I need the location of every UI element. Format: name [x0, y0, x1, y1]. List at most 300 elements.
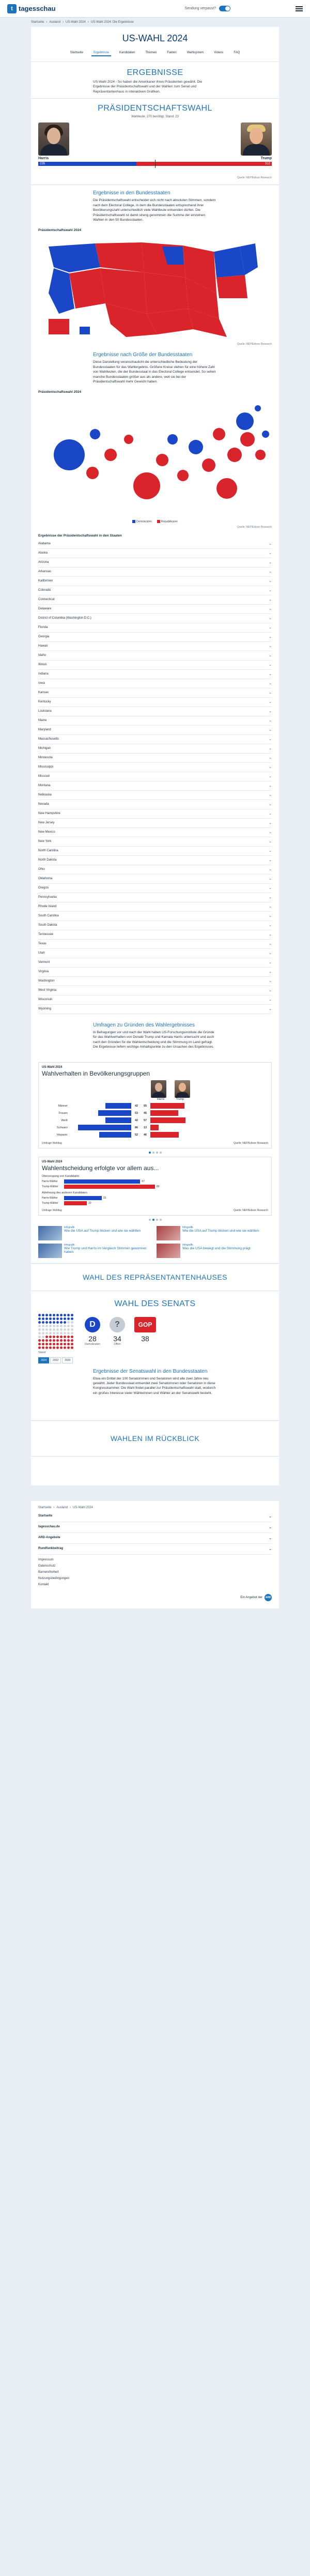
- motivation-value: 80: [157, 1185, 160, 1188]
- chevron-down-icon: ⌄: [269, 821, 272, 825]
- footer-accordion-item[interactable]: [38, 1533, 272, 1544]
- presidential-result: [31, 118, 279, 175]
- teaser-image: [157, 1244, 180, 1258]
- subnav-tab[interactable]: Startseite: [70, 51, 83, 54]
- bubble-source: Quelle: NEP/Edison Research: [237, 525, 272, 529]
- motivation-value: 20: [88, 1201, 91, 1205]
- bubble-florida: [216, 478, 237, 499]
- chevron-down-icon: ⌄: [269, 803, 272, 807]
- survey-heading: Umfragen zu Gründen des Wahlergebnisses: [93, 1022, 195, 1028]
- harris-share-bar-wrap: [69, 1132, 131, 1138]
- footer-row-label: Startseite: [38, 1514, 53, 1518]
- bubble-new-york: [236, 412, 254, 430]
- state-accordion-item[interactable]: [38, 921, 272, 930]
- senate-seat: [56, 1317, 59, 1320]
- harris-share-bar: [78, 1125, 131, 1130]
- footer-link[interactable]: Impressum: [38, 1558, 54, 1562]
- chevron-down-icon: ⌄: [269, 961, 272, 965]
- subnav-tab[interactable]: Themen: [145, 51, 157, 54]
- state-accordion-item[interactable]: [38, 893, 272, 902]
- survey-text: In Befragungen vor und nach der Wahl haben US-Forschungsinstitute die Gründe für das Wahlverhalten von Donald Trump und Kamala Harris untersucht und auch nach den Gründen für die Wahlentscheidung und die Stimmung im Land gefragt. Die Ergebnisse liefern wichtige Anhaltspunkte zu den Ursachen des Ergebnisses.: [93, 1030, 214, 1049]
- trump-share-value: 55: [143, 1104, 147, 1108]
- state-accordion-item[interactable]: [38, 595, 272, 605]
- footer-link[interactable]: Datenschutz: [38, 1565, 56, 1568]
- senate-seat: [45, 1317, 48, 1320]
- state-accordion-item[interactable]: [38, 968, 272, 977]
- chevron-down-icon: ⌄: [269, 626, 272, 630]
- motivation-value: 67: [142, 1179, 145, 1183]
- state-name: Virginia: [38, 970, 49, 974]
- motivation-footer: [42, 1209, 268, 1212]
- state-accordion-item[interactable]: [38, 800, 272, 809]
- bubble-texas: [133, 472, 160, 499]
- footer-link[interactable]: Barrierefreiheit: [38, 1571, 59, 1574]
- us-map-svg: [38, 236, 272, 340]
- senate-seat: [49, 1321, 52, 1324]
- senate-seat: [49, 1314, 52, 1316]
- breadcrumb-item[interactable]: US-Wahl 2024: [66, 21, 86, 24]
- logo-text: tagesschau: [19, 5, 56, 12]
- democrat-icon: D: [85, 1317, 100, 1332]
- senate-seat: [38, 1321, 41, 1324]
- footer-breadcrumb-item[interactable]: Ausland: [56, 1506, 68, 1510]
- senate-seat: [60, 1346, 63, 1349]
- map-state-midwest-south: [144, 272, 188, 314]
- state-accordion-item[interactable]: [38, 633, 272, 642]
- senate-seat: [49, 1343, 52, 1345]
- footer-link[interactable]: Nutzungsbedingungen: [38, 1577, 70, 1581]
- breadcrumb-item[interactable]: Startseite: [31, 21, 44, 24]
- senate-body: [38, 1314, 272, 1349]
- footer-links: [38, 1555, 272, 1590]
- state-accordion-item[interactable]: [38, 670, 272, 679]
- subnav-tab[interactable]: FAQ: [234, 51, 240, 54]
- senate-seat: [53, 1325, 55, 1327]
- chevron-down-icon: ⌄: [269, 682, 272, 686]
- senate-seat: [71, 1325, 73, 1327]
- chevron-down-icon: ⌄: [269, 784, 272, 788]
- state-accordion-item[interactable]: [38, 605, 272, 614]
- state-accordion-item[interactable]: [38, 884, 272, 893]
- breadcrumb-item[interactable]: Ausland: [49, 21, 61, 24]
- bubble-illinois: [189, 440, 203, 454]
- state-accordion-item[interactable]: [38, 763, 272, 772]
- motivation-group-2: Ablehnung des anderen Kandidaten: [42, 1191, 87, 1194]
- footer-row-label: Rundfunkbeitrag: [38, 1547, 63, 1551]
- states-accordion: [31, 540, 279, 1014]
- senate-rep-count: 38: [141, 1334, 149, 1343]
- state-accordion-item[interactable]: [38, 828, 272, 837]
- footer-breadcrumb-item[interactable]: US-Wahl 2024: [73, 1506, 93, 1510]
- state-name: Pennsylvania: [38, 896, 57, 899]
- states-list-title: Ergebnisse der Präsidentschaftswahl in den Staaten: [38, 533, 122, 538]
- chevron-down-icon: ⌄: [269, 561, 272, 565]
- senate-seat: [56, 1321, 59, 1324]
- senate-seat-grid: [38, 1314, 73, 1349]
- teaser-image: [38, 1244, 62, 1258]
- harris-share-value: 52: [134, 1133, 138, 1137]
- senate-seat: [60, 1328, 63, 1331]
- harris-name: Harris: [38, 157, 49, 161]
- page-title: US-WAHL 2024: [122, 33, 188, 43]
- state-name: Oregon: [38, 886, 49, 890]
- senate-seat: [64, 1346, 66, 1349]
- menu-icon[interactable]: [296, 6, 303, 11]
- chevron-down-icon: ⌄: [269, 1007, 272, 1011]
- senate-seat: [60, 1325, 63, 1327]
- chevron-down-icon: ⌄: [269, 589, 272, 593]
- senate-seat: [42, 1321, 44, 1324]
- demographic-label: Weiß: [61, 1118, 68, 1122]
- senate-seat: [38, 1343, 41, 1345]
- state-name: Mississippi: [38, 765, 54, 769]
- chevron-down-icon: ⌄: [269, 765, 272, 770]
- motivation-row: [42, 1195, 268, 1201]
- state-accordion-item[interactable]: [38, 679, 272, 688]
- state-accordion-item[interactable]: [38, 744, 272, 754]
- top-bar: [0, 0, 310, 18]
- map-state-northeast: [214, 247, 245, 278]
- map-state-mid-atlantic: [216, 275, 247, 298]
- house-title[interactable]: WAHL DES REPRÄSENTANTENHAUSES: [31, 1263, 279, 1291]
- senate-seat: [53, 1332, 55, 1335]
- senate-seat: [38, 1317, 41, 1320]
- motivation-rows-1: [42, 1179, 268, 1189]
- teaser-title: Wie die USA auf Trump blicken und wie sie wählten: [64, 1229, 141, 1233]
- senate-seat: [60, 1343, 63, 1345]
- senate-seat: [64, 1343, 66, 1345]
- senate-seat: [38, 1336, 41, 1338]
- state-accordion-item[interactable]: [38, 977, 272, 986]
- chevron-down-icon: ⌄: [269, 579, 272, 584]
- footer-accordion-item[interactable]: [38, 1544, 272, 1555]
- infographic-teaser[interactable]: [38, 1226, 153, 1240]
- chevron-down-icon: ⌄: [269, 691, 272, 695]
- map-heading: Ergebnisse in den Bundesstaaten: [93, 190, 171, 196]
- missed-broadcast-label: Sendung verpasst?: [184, 7, 216, 10]
- state-name: Hawaii: [38, 645, 48, 648]
- senate-seat: [53, 1317, 55, 1320]
- logo-mark-icon: t: [7, 4, 17, 13]
- senate-seat: [49, 1325, 52, 1327]
- bubble-maine: [255, 405, 261, 411]
- infographic-teaser[interactable]: [38, 1244, 153, 1258]
- chevron-down-icon: ⌄: [269, 672, 272, 677]
- infographic-teaser[interactable]: [157, 1244, 272, 1258]
- state-accordion-item[interactable]: [38, 698, 272, 707]
- chevron-down-icon: ⌄: [269, 738, 272, 742]
- trump-electoral-bar: 312: [136, 162, 272, 166]
- bubble-minnesota: [167, 434, 178, 444]
- harris-share-value: 86: [134, 1126, 138, 1129]
- senate-seat: [64, 1321, 66, 1324]
- trump-portrait: [241, 122, 272, 156]
- demographics-card: [38, 1062, 272, 1148]
- senate-seat: [60, 1321, 63, 1324]
- state-accordion-item[interactable]: [38, 772, 272, 781]
- state-name: Arkansas: [38, 570, 52, 574]
- senate-seat: [49, 1332, 52, 1335]
- chevron-down-icon: ⌄: [269, 858, 272, 863]
- breadcrumb-separator: ›: [70, 1506, 71, 1510]
- senate-heading: Ergebnisse der Senatswahl in den Bundesstaaten: [93, 1368, 208, 1374]
- state-accordion-item[interactable]: [38, 1005, 272, 1014]
- chevron-down-icon: ⌄: [269, 700, 272, 704]
- senate-seat: [53, 1339, 55, 1342]
- subnav-tab[interactable]: Wahlsystem: [187, 51, 204, 54]
- motivation-kicker: US-Wahl 2024: [42, 1160, 63, 1163]
- senate-party-counts: [85, 1317, 156, 1346]
- senate-seat: [67, 1336, 70, 1338]
- carousel-dots[interactable]: [31, 1152, 279, 1154]
- state-accordion-item[interactable]: [38, 754, 272, 763]
- state-accordion-item[interactable]: [38, 837, 272, 847]
- chevron-down-icon: ⌄: [269, 998, 272, 1002]
- ard-brand[interactable]: [38, 1590, 272, 1605]
- senate-seat: [67, 1332, 70, 1335]
- presidential-subtitle: Wahlleute, 270 benötigt, Stand: 23: [131, 115, 179, 119]
- state-accordion-item[interactable]: [38, 912, 272, 921]
- senate-year-tab[interactable]: 2020: [62, 1357, 73, 1363]
- chevron-down-icon: ⌄: [269, 775, 272, 779]
- senate-seat: [67, 1343, 70, 1345]
- subnav-tab[interactable]: Videos: [214, 51, 224, 54]
- motivation-label: Trump-Wähler: [42, 1185, 58, 1188]
- chevron-down-icon: ⌄: [269, 877, 272, 881]
- tagesschau-logo[interactable]: [7, 4, 56, 13]
- subnav-tab[interactable]: Ergebnisse: [91, 50, 111, 56]
- state-accordion-item[interactable]: [38, 781, 272, 791]
- demographic-label: Männer: [58, 1104, 68, 1108]
- senate-seat: [42, 1336, 44, 1338]
- senate-seat: [56, 1343, 59, 1345]
- motivation-bar: [64, 1201, 87, 1205]
- carousel-dots-2[interactable]: [31, 1219, 279, 1221]
- state-accordion-item[interactable]: [38, 819, 272, 828]
- senate-seat: [60, 1336, 63, 1338]
- state-accordion-item[interactable]: [38, 940, 272, 949]
- senate-seat: [45, 1332, 48, 1335]
- senate-seat: [38, 1332, 41, 1335]
- chevron-down-icon: ⌄: [269, 598, 272, 602]
- teaser-title: Wie Trump und Harris im Vergleich Stimmen gewonnen haben: [64, 1246, 147, 1254]
- chevron-down-icon: ⌄: [269, 551, 272, 556]
- senate-seat: [71, 1321, 73, 1324]
- harris-electoral-bar: 226: [38, 162, 136, 166]
- bubble-heading: Ergebnisse nach Größe der Bundesstaaten: [93, 352, 193, 358]
- chevron-down-icon: ⌄: [269, 728, 272, 732]
- state-accordion-item[interactable]: [38, 930, 272, 940]
- map-source: Quelle: NEP/Edison Research: [237, 343, 272, 346]
- senate-seat: [71, 1336, 73, 1338]
- senate-seat: [42, 1325, 44, 1327]
- senate-seat: [42, 1332, 44, 1335]
- state-accordion-item[interactable]: [38, 791, 272, 800]
- senate-seat: [53, 1336, 55, 1338]
- candidate-faces: [73, 1080, 268, 1098]
- presidential-source: Quelle: NEP/Edison Research: [237, 176, 272, 180]
- state-accordion-item[interactable]: [38, 856, 272, 865]
- missed-broadcast[interactable]: [185, 6, 230, 11]
- state-accordion-item[interactable]: [38, 735, 272, 744]
- state-accordion-item[interactable]: [38, 726, 272, 735]
- senate-seat: [64, 1336, 66, 1338]
- chevron-down-icon: ⌄: [269, 831, 272, 835]
- state-accordion-item[interactable]: [38, 688, 272, 698]
- footer-accordion-item[interactable]: [38, 1522, 272, 1533]
- state-name: Massachusetts: [38, 738, 59, 741]
- teaser-image: [157, 1226, 180, 1240]
- chevron-down-icon: ⌄: [269, 607, 272, 611]
- senate-seat: [53, 1321, 55, 1324]
- state-name: Wisconsin: [38, 998, 53, 1002]
- senate-seat: [64, 1328, 66, 1331]
- senate-seat: [60, 1317, 63, 1320]
- subnav-tab[interactable]: Kandidaten: [119, 51, 135, 54]
- state-accordion-item[interactable]: [38, 707, 272, 716]
- presidential-title: PRÄSIDENTSCHAFTSWAHL: [98, 104, 212, 113]
- senate-seat: [67, 1339, 70, 1342]
- state-accordion-item[interactable]: [38, 847, 272, 856]
- state-accordion-item[interactable]: [38, 558, 272, 568]
- state-name: Montana: [38, 784, 51, 788]
- senate-seat: [53, 1346, 55, 1349]
- state-accordion-item[interactable]: [38, 986, 272, 995]
- chevron-down-icon: ⌄: [269, 710, 272, 714]
- us-results-map[interactable]: [38, 236, 272, 340]
- trump-label: Trump: [176, 1097, 184, 1101]
- bubble-new-jersey: [262, 431, 269, 438]
- senate-year-tab[interactable]: 2022: [50, 1357, 61, 1363]
- motivation-label: Harris-Wähler: [42, 1196, 58, 1200]
- state-accordion-item[interactable]: [38, 902, 272, 912]
- bubble-chart[interactable]: [38, 398, 272, 517]
- senate-seat: [56, 1346, 59, 1349]
- senate-seat: [67, 1346, 70, 1349]
- demographic-row: [42, 1124, 268, 1131]
- chevron-down-icon: ⌄: [269, 989, 272, 993]
- senate-seat: [67, 1321, 70, 1324]
- chevron-down-icon: ⌄: [269, 933, 272, 937]
- state-name: Louisiana: [38, 710, 52, 713]
- bubble-text: Diese Darstellung veranschaulicht die unterschiedliche Bedeutung der Bundesstaaten für das Wahlergebnis. Größere Kreise stehen für eine höhere Zahl von Wahlleuten, die der Bundesstaat in das Electoral College entsendet. So sehen manche Bundesstaaten größer aus als andere, weil sie bei der Präsidentschaftswahl mehr Gewicht haben.: [93, 360, 216, 384]
- state-name: Missouri: [38, 775, 50, 778]
- state-accordion-item[interactable]: [38, 958, 272, 968]
- subnav-tab[interactable]: Fakten: [167, 51, 177, 54]
- chevron-down-icon: ⌄: [269, 840, 272, 844]
- chevron-down-icon: ⌄: [269, 542, 272, 546]
- chevron-down-icon: ⌄: [269, 756, 272, 760]
- state-accordion-item[interactable]: [38, 809, 272, 819]
- trump-share-bar: [150, 1117, 185, 1123]
- state-accordion-item[interactable]: [38, 568, 272, 577]
- senate-seat: [67, 1314, 70, 1316]
- bubble-arizona: [86, 467, 99, 479]
- footer-row-label: ARD-Angebote: [38, 1536, 60, 1540]
- motivation-label: Harris-Wähler: [42, 1179, 58, 1183]
- candidate-names: [73, 1098, 268, 1101]
- senate-dem-label: Demokraten: [85, 1342, 100, 1346]
- harris-share-bar-wrap: [69, 1117, 131, 1123]
- state-name: North Dakota: [38, 858, 57, 862]
- senate-rep: [134, 1317, 156, 1346]
- senate-seat: [42, 1346, 44, 1349]
- state-accordion-item[interactable]: [38, 651, 272, 661]
- state-accordion-item[interactable]: [38, 614, 272, 623]
- state-accordion-item[interactable]: [38, 949, 272, 958]
- senate-seat: [49, 1336, 52, 1338]
- senate-seat: [38, 1339, 41, 1342]
- infographic-teaser[interactable]: [157, 1226, 272, 1240]
- theme-toggle[interactable]: [219, 6, 230, 11]
- motivation-value: 33: [103, 1196, 106, 1200]
- trump-thumb: [175, 1080, 190, 1098]
- chevron-down-icon: ⌄: [269, 747, 272, 751]
- senate-seat: [49, 1339, 52, 1342]
- bubble-georgia: [227, 448, 242, 462]
- state-name: New Mexico: [38, 831, 55, 834]
- teaser-text: [64, 1244, 153, 1258]
- chevron-down-icon: ⌄: [269, 645, 272, 649]
- state-accordion-item[interactable]: [38, 716, 272, 726]
- map-state-west: [49, 243, 100, 272]
- chevron-down-icon: ⌄: [269, 793, 272, 798]
- senate-seat: [45, 1325, 48, 1327]
- chevron-down-icon: ⌄: [269, 812, 272, 816]
- senate-seat: [42, 1314, 44, 1316]
- main-content: [31, 27, 279, 1485]
- teaser-text: [182, 1226, 259, 1240]
- review-title[interactable]: WAHLEN IM RÜCKBLICK: [31, 1420, 279, 1456]
- harris-share-value: 42: [134, 1118, 138, 1122]
- state-accordion-item[interactable]: [38, 661, 272, 670]
- state-name: Maryland: [38, 728, 51, 732]
- state-name: West Virginia: [38, 989, 57, 992]
- senate-dem-count: 28: [88, 1334, 97, 1343]
- state-accordion-item[interactable]: [38, 865, 272, 875]
- demographic-label: Schwarz: [56, 1126, 68, 1129]
- breadcrumb-item: US-Wahl 2024: Die Ergebnisse: [90, 21, 134, 24]
- senate-year-tab[interactable]: 2024: [38, 1357, 49, 1363]
- senate-dem: [85, 1317, 100, 1346]
- state-accordion-item[interactable]: [38, 577, 272, 586]
- state-accordion-item[interactable]: [38, 623, 272, 633]
- footer-accordion-item[interactable]: [38, 1511, 272, 1522]
- bubble-washington: [90, 429, 100, 439]
- state-accordion-item[interactable]: [38, 642, 272, 651]
- footer-link[interactable]: Kontakt: [38, 1583, 49, 1587]
- motivation-card: [38, 1157, 272, 1216]
- state-accordion-item[interactable]: [38, 586, 272, 595]
- senate-title: WAHL DES SENATS: [114, 1299, 196, 1308]
- harris-label: Harris: [157, 1097, 165, 1101]
- state-name: Vermont: [38, 961, 50, 964]
- teaser-kicker: Infografik: [182, 1243, 193, 1247]
- chevron-down-icon: ⌄: [269, 905, 272, 909]
- senate-seat: [49, 1346, 52, 1349]
- state-accordion-item[interactable]: [38, 875, 272, 884]
- state-accordion-item[interactable]: [38, 995, 272, 1005]
- state-accordion-item[interactable]: [38, 540, 272, 549]
- chevron-down-icon: ⌄: [269, 719, 272, 723]
- senate-seat: [60, 1339, 63, 1342]
- question-icon: ?: [110, 1317, 125, 1332]
- footer-breadcrumb-item[interactable]: Startseite: [38, 1506, 52, 1510]
- motivation-rows-2: [42, 1195, 268, 1206]
- state-accordion-item[interactable]: [38, 549, 272, 558]
- motivation-row: [42, 1179, 268, 1184]
- harris-share-value: 42: [134, 1104, 138, 1108]
